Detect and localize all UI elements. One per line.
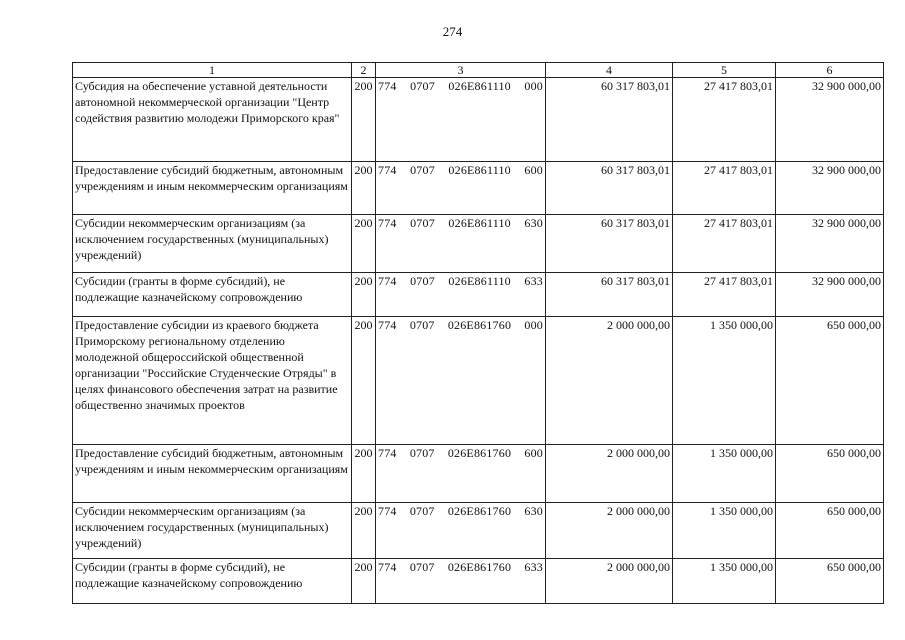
code-target: 026Е861110 bbox=[448, 79, 511, 93]
code-type: 000 bbox=[524, 79, 543, 93]
row-col4: 60 317 803,01 bbox=[546, 215, 673, 273]
code-section: 0707 bbox=[409, 504, 435, 518]
code-target: 026Е861760 bbox=[447, 318, 512, 332]
row-col4: 60 317 803,01 bbox=[546, 273, 673, 317]
row-col4: 2 000 000,00 bbox=[546, 317, 673, 445]
code-target: 026Е861760 bbox=[447, 446, 512, 460]
code-ministry: 774 bbox=[378, 560, 397, 574]
row-name: Субсидия на обеспечение уставной деятельности автономной некоммерческой организации "Центр содействия развитию молодежи Приморского края" bbox=[73, 78, 352, 162]
row-col2: 200 bbox=[352, 445, 376, 503]
row-name: Субсидии (гранты в форме субсидий), не подлежащие казначейскому сопровождению bbox=[73, 559, 352, 604]
code-ministry: 774 bbox=[378, 318, 397, 332]
row-col4: 60 317 803,01 bbox=[546, 78, 673, 162]
row-col2: 200 bbox=[352, 273, 376, 317]
row-col5: 27 417 803,01 bbox=[673, 273, 776, 317]
table-header-row bbox=[73, 63, 884, 78]
row-code bbox=[376, 445, 546, 503]
code-target: 026Е861110 bbox=[448, 163, 511, 177]
code-section: 0707 bbox=[410, 163, 435, 177]
row-col5: 27 417 803,01 bbox=[673, 162, 776, 215]
code-type: 630 bbox=[524, 216, 543, 230]
table-row bbox=[73, 503, 884, 559]
column-header-6: 6 bbox=[776, 63, 884, 78]
code-ministry: 774 bbox=[378, 446, 397, 460]
row-col4: 2 000 000,00 bbox=[546, 503, 673, 559]
code-ministry: 774 bbox=[378, 216, 397, 230]
row-name: Субсидии некоммерческим организациям (за исключением государственных (муниципальных) учреждений) bbox=[73, 503, 352, 559]
table-row bbox=[73, 78, 884, 162]
row-name: Предоставление субсидии из краевого бюджета Приморскому региональному отделению молодежной общероссийской общественной организации "Российские Студенческие Отряды" в целях финансового обеспечения затрат на развитие общественно значимых проектов bbox=[73, 317, 352, 445]
row-col6: 32 900 000,00 bbox=[776, 162, 884, 215]
row-col4: 60 317 803,01 bbox=[546, 162, 673, 215]
code-type: 630 bbox=[524, 504, 543, 518]
row-name: Субсидии (гранты в форме субсидий), не подлежащие казначейскому сопровождению bbox=[73, 273, 352, 317]
row-col2: 200 bbox=[352, 317, 376, 445]
page-number: 274 bbox=[442, 24, 463, 39]
row-col4: 2 000 000,00 bbox=[546, 445, 673, 503]
row-col5: 27 417 803,01 bbox=[673, 78, 776, 162]
code-type: 633 bbox=[524, 560, 543, 574]
code-ministry: 774 bbox=[378, 274, 397, 288]
row-col2: 200 bbox=[352, 503, 376, 559]
row-col5: 1 350 000,00 bbox=[673, 559, 776, 604]
code-section: 0707 bbox=[410, 274, 435, 288]
code-ministry: 774 bbox=[378, 79, 397, 93]
column-header-3: 3 bbox=[376, 63, 546, 78]
row-name: Предоставление субсидий бюджетным, автономным учреждениям и иным некоммерческим организациям bbox=[73, 445, 352, 503]
row-col5: 1 350 000,00 bbox=[673, 445, 776, 503]
row-col2: 200 bbox=[352, 215, 376, 273]
code-section: 0707 bbox=[409, 560, 435, 574]
row-code bbox=[376, 215, 546, 273]
row-col2: 200 bbox=[352, 78, 376, 162]
code-type: 600 bbox=[524, 163, 543, 177]
row-name: Субсидии некоммерческим организациям (за исключением государственных (муниципальных) учреждений) bbox=[73, 215, 352, 273]
row-col6: 32 900 000,00 bbox=[776, 215, 884, 273]
row-code bbox=[376, 503, 546, 559]
code-ministry: 774 bbox=[378, 163, 397, 177]
row-code bbox=[376, 317, 546, 445]
row-col4: 2 000 000,00 bbox=[546, 559, 673, 604]
row-col6: 650 000,00 bbox=[776, 559, 884, 604]
row-code bbox=[376, 559, 546, 604]
column-header-2: 2 bbox=[352, 63, 376, 78]
row-col6: 650 000,00 bbox=[776, 445, 884, 503]
table-row bbox=[73, 273, 884, 317]
table-row bbox=[73, 162, 884, 215]
row-col5: 1 350 000,00 bbox=[673, 317, 776, 445]
code-type: 600 bbox=[524, 446, 543, 460]
code-section: 0707 bbox=[409, 318, 435, 332]
row-col5: 27 417 803,01 bbox=[673, 215, 776, 273]
row-code bbox=[376, 273, 546, 317]
table-row bbox=[73, 215, 884, 273]
code-target: 026Е861760 bbox=[447, 504, 512, 518]
column-header-5: 5 bbox=[673, 63, 776, 78]
row-col5: 1 350 000,00 bbox=[673, 503, 776, 559]
column-header-1: 1 bbox=[73, 63, 352, 78]
code-type: 633 bbox=[524, 274, 543, 288]
row-col2: 200 bbox=[352, 162, 376, 215]
budget-table bbox=[72, 62, 884, 604]
code-target: 026Е861110 bbox=[448, 274, 511, 288]
row-name: Предоставление субсидий бюджетным, автономным учреждениям и иным некоммерческим организациям bbox=[73, 162, 352, 215]
code-target: 026Е861760 bbox=[447, 560, 512, 574]
code-target: 026Е861110 bbox=[448, 216, 511, 230]
row-code bbox=[376, 162, 546, 215]
row-col6: 650 000,00 bbox=[776, 503, 884, 559]
table-row bbox=[73, 559, 884, 604]
code-type: 000 bbox=[524, 318, 543, 332]
table-row bbox=[73, 445, 884, 503]
row-col6: 32 900 000,00 bbox=[776, 273, 884, 317]
table-row bbox=[73, 317, 884, 445]
code-ministry: 774 bbox=[378, 504, 397, 518]
row-col2: 200 bbox=[352, 559, 376, 604]
code-section: 0707 bbox=[410, 216, 435, 230]
column-header-4: 4 bbox=[546, 63, 673, 78]
row-code bbox=[376, 78, 546, 162]
code-section: 0707 bbox=[409, 446, 435, 460]
row-col6: 650 000,00 bbox=[776, 317, 884, 445]
row-col6: 32 900 000,00 bbox=[776, 78, 884, 162]
code-section: 0707 bbox=[410, 79, 435, 93]
